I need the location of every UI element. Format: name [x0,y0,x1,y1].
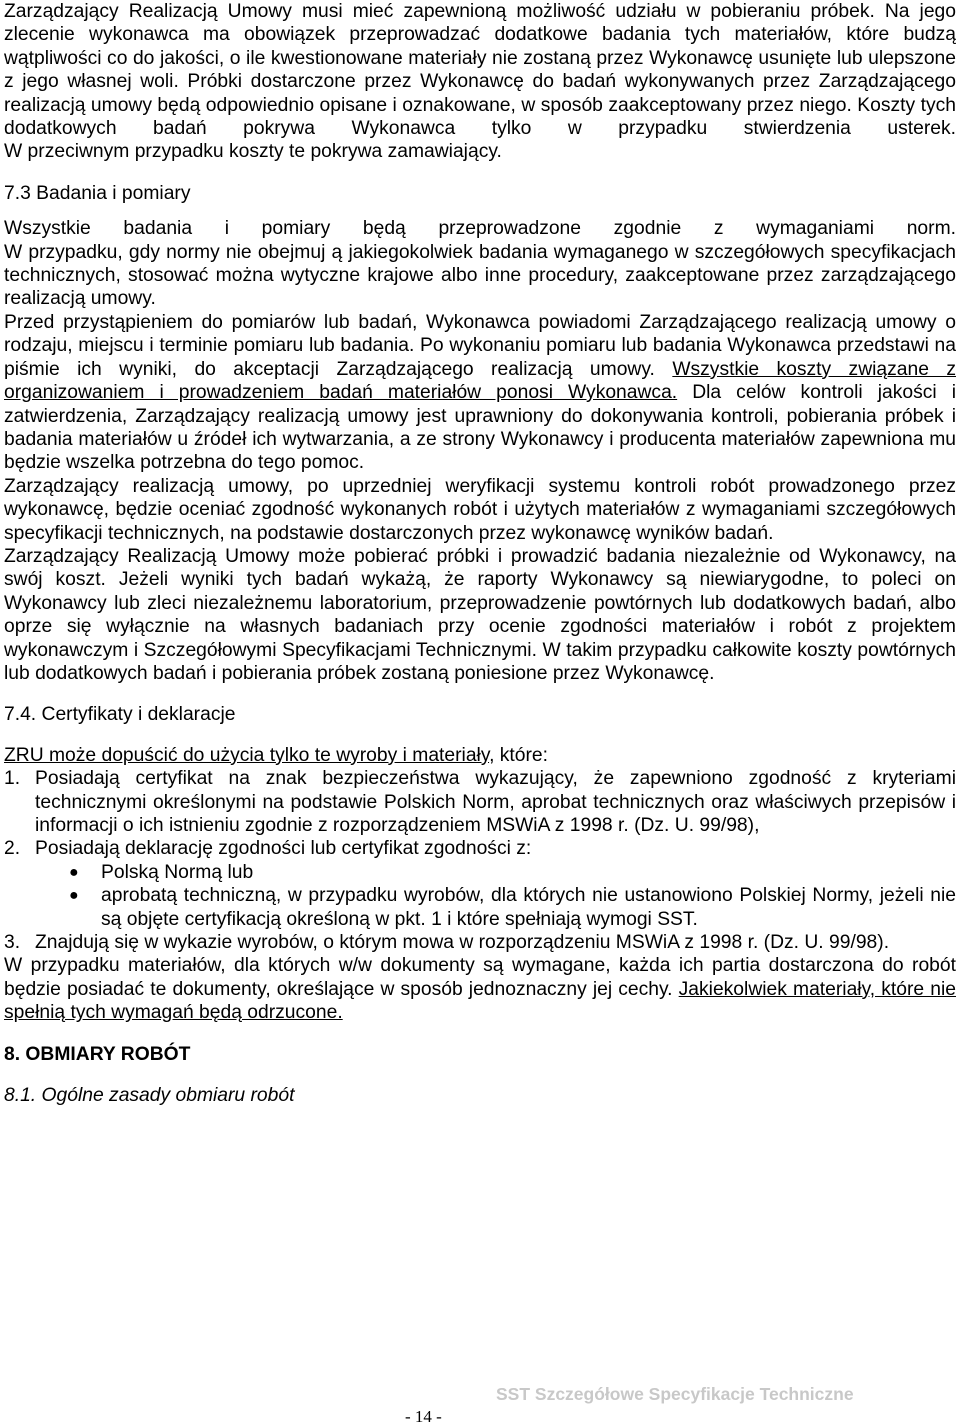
documents-text: W przypadku materiałów, dla których w/w dokumenty są wymagane, każda ich partia dostarczona do robót będzie posiadać te dokumenty, określające w sposób jednoznaczny jej cechy. [4,955,956,1000]
list-number: 2. [4,838,21,860]
bullet-text: Polską Normą lub [101,861,254,883]
bullet-icon: ● [69,887,79,905]
paragraph-documents [4,954,956,1024]
certificates-intro-rest: , które: [489,744,548,766]
paragraph-sampling-costs: W przeciwnym przypadku koszty te pokrywa zamawiający. [4,141,502,163]
paragraph-norms: Wszystkie badania i pomiary będą przeprowadzone zgodnie z wymaganiami norm. [4,218,956,240]
certificates-intro-underlined: ZRU może dopuścić do użycia tylko te wyroby i materiały [4,744,490,766]
section-7-3-heading: 7.3 Badania i pomiary [4,182,191,204]
rejection-underlined: Jakiekolwiek materiały, które nie spełnią tych wymagań będą odrzucone. [4,978,956,1024]
page-number: - 14 - [405,1407,442,1426]
section-8-heading: 8. OBMIARY ROBÓT [4,1043,191,1065]
quality-control-text: Dla celów kontroli jakości i zatwierdzenia, Zarządzający realizacją umowy jest uprawniony do dokonywania kontroli, pobierania próbek i badania materiałów u źródeł ich wytwarzania, a ze strony Wykonawcy i producenta materiałów zapewniona mu będzie wszelka potrzebna do tego pomoc. [4,382,956,474]
list-item [4,837,956,860]
paragraph-verification: Zarządzający realizacją umowy, po uprzedniej weryfikacji systemu kontroli robót prowadzonego przez wykonawcę, będzie oceniać zgodność wykonanych robót i użytych materiałów z wymaganiami szczegółowych specyfikacji technicznych, na podstawie dostarczonych przez wykonawcę wyników badań. [4,475,956,544]
footer-title: SST Szczegółowe Specyfikacje Techniczne [496,1384,854,1404]
list-item [4,931,956,954]
certificate-requirements-list [4,767,956,861]
bullet-text: aprobatą techniczną, w przypadku wyrobów, dla których nie ustanowiono Polskiej Normy, jeżeli nie są objęte certyfikacją określoną w pkt. 1 i które spełniają wymogi SST. [101,885,956,930]
paragraph-procedures: W przypadku, gdy normy nie obejmuj ą jakiegokolwiek badania wymaganego w szczegółowych specyfikacjach technicznych, stosować można wytyczne krajowe albo inne procedury, zaakceptowane przez zarządzającego realizacją umowy. [4,241,956,310]
bullet-icon: ● [69,863,79,881]
list-item [4,767,956,837]
document-page [4,0,956,1107]
bullet-item [35,884,956,931]
section-8-1-heading: 8.1. Ogólne zasady obmiaru robót [4,1085,295,1107]
section-7-4-heading: 7.4. Certyfikaty i deklaracje [4,704,236,726]
paragraph-testing-notice [4,311,956,475]
list-item-text: Znajdują się w wykazie wyrobów, o którym mowa w rozporządzeniu MSWiA z 1998 r. (Dz. U. 99/98). [35,932,890,954]
testing-notice-text: Przed przystąpieniem do pomiarów lub badań, Wykonawca powiadomi Zarządzającego realizacją umowy o rodzaju, miejscu i terminie pomiaru lub badania. Po wykonaniu pomiaru lub badania Wykonawca przedstawi na piśmie ich wyniki, do akceptacji Zarządzającego realizacją umowy. [4,311,956,380]
list-number: 1. [4,768,21,790]
list-item-text: Posiadają certyfikat na znak bezpieczeństwa wykazujący, że zapewniono zgodność z kryteriami technicznymi określonymi na podstawie Polskich Norm, aprobat technicznych oraz właściwych przepisów i informacji o ich istnieniu zgodnie z rozporządzeniem MSWiA z 1998 r. (Dz. U. 99/98), [35,768,956,836]
paragraph-sampling: Zarządzający Realizacją Umowy musi mieć zapewnioną możliwość udziału w pobieraniu próbek. Na jego zlecenie wykonawca ma obowiązek przeprowadzać dodatkowe badania tych materiałów, które budzą wątpliwości co do jakości, o ile kwestionowane materiały nie zostaną przez Wykonawcę usunięte lub ulepszone z jego własnej woli. Próbki dostarczone przez Wykonawcę do badań wykonywanych przez Zarządzającego realizacją umowy będą odpowiednio opisane i oznakowane, w sposób zaakceptowany przez niego. Koszty tych dodatkowych badań pokrywa Wykonawca tylko w przypadku stwierdzenia usterek. [4,1,956,140]
list-number: 3. [4,932,21,954]
list-item-text: Posiadają deklarację zgodności lub certyfikat zgodności z: [35,838,532,860]
testing-costs-underlined: Wszystkie koszty związane z organizowaniem i prowadzeniem badań materiałów ponosi Wykonawca. [4,358,956,404]
paragraph-certificates-intro [4,744,956,767]
paragraph-independent-testing: Zarządzający Realizacją Umowy może pobierać próbki i prowadzić badania niezależnie od Wykonawcy, na swój koszt. Jeżeli wyniki tych badań wykażą, że raporty Wykonawcy są niewiarygodne, to poleci on Wykonawcy lub zleci niezależnemu laboratorium, przeprowadzenie powtórnych lub dodatkowych badań, albo oprze się wyłącznie na własnych badaniach przy ocenie zgodności materiałów i robót z projektem wykonawczym i Szczegółowymi Specyfikacjami Technicznymi. W takim przypadku całkowite koszty powtórnych lub dodatkowych badań i pobierania próbek zostaną poniesione przez Wykonawcę. [4,545,956,684]
certificate-requirements-list-cont [4,931,956,954]
conformity-bullet-list [4,861,956,931]
bullet-item [35,861,956,884]
